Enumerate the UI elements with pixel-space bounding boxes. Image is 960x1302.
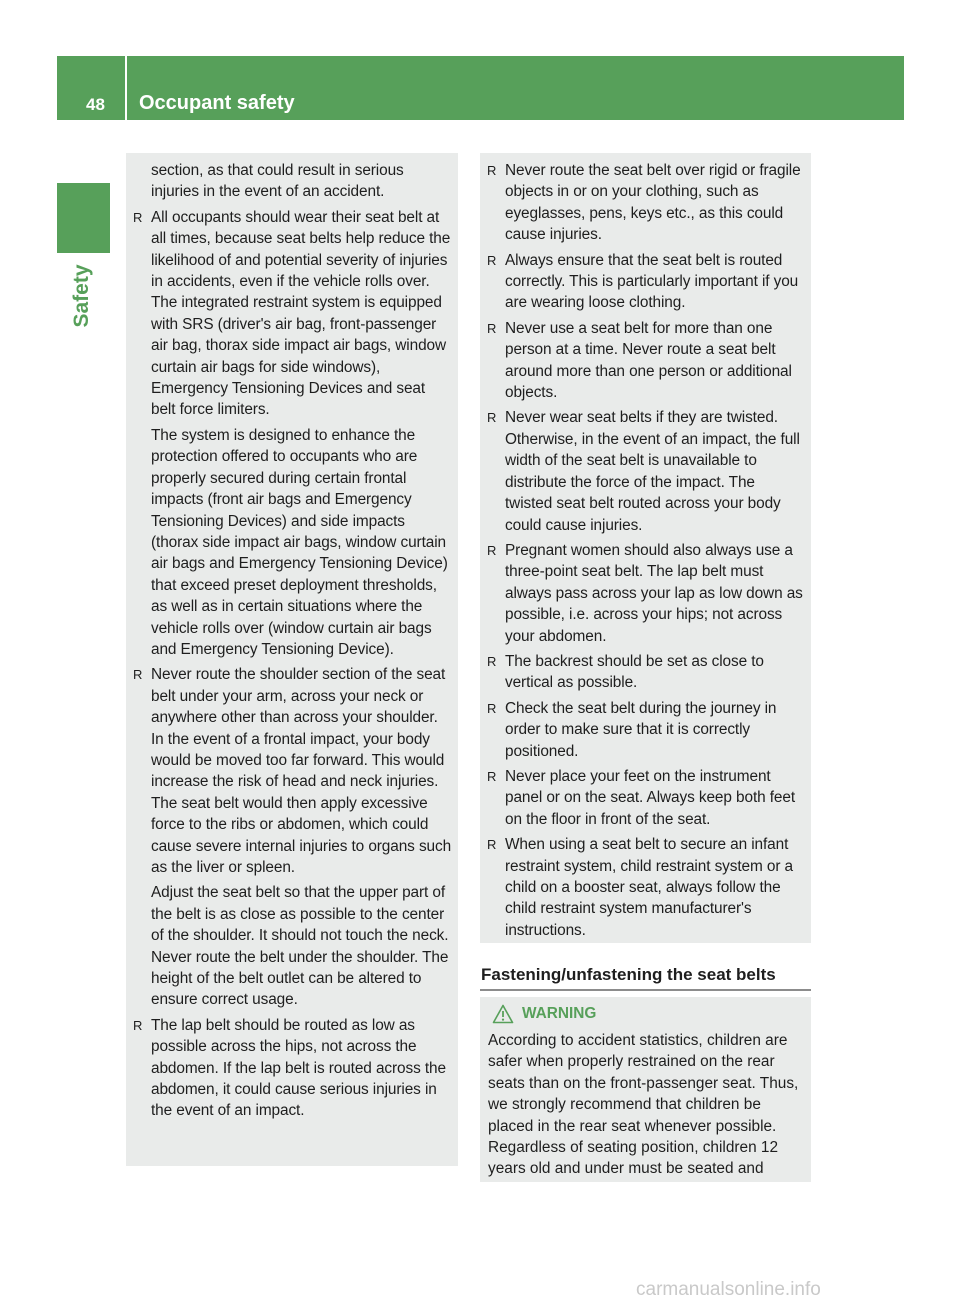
warning-box	[480, 997, 811, 1182]
list-item-text: All occupants should wear their seat belt at all times, because seat belts help reduce the likelihood of and potential severity of injuries in accidents, even if the vehicle rolls over. The integrated restraint system is equipped with SRS (driver's air bag, front-passenger air bag, thorax side impact air bags, window curtain air bags for side windows), Emergency Tensioning Devices and seat belt force limiters.	[151, 208, 451, 419]
section-tab-marker	[57, 183, 110, 253]
list-item-text: Never wear seat belts if they are twisted. Otherwise, in the event of an impact, the full width of the seat belt is unavailable to distribute the force of the impact. The twisted seat belt routed across your body could cause injuries.	[505, 409, 800, 534]
bullet-icon: R	[487, 320, 497, 336]
bullet-icon: R	[133, 1017, 143, 1033]
page-number: 48	[86, 95, 105, 114]
bullet-icon: R	[487, 542, 497, 558]
bullet-icon: R	[487, 653, 497, 669]
watermark: carmanualsonline.info	[636, 1279, 821, 1300]
list-item-text: Never route the seat belt over rigid or fragile objects in or on your clothing, such as eyeglasses, pens, keys etc., as this could cause injuries.	[505, 162, 801, 244]
list-item	[133, 1015, 452, 1122]
list-item-text: Pregnant women should also always use a three-point seat belt. The lap belt must always pass across your lap as low down as possible, i.e. across your hips; not across your abdomen.	[505, 541, 803, 645]
bullet-icon: R	[133, 667, 143, 683]
right-column-panel	[480, 153, 811, 943]
list-item	[487, 250, 806, 314]
list-item-text: The lap belt should be routed as low as possible across the hips, not across the abdomen. If the lap belt is routed across the abdomen, it could cause serious injuries in the event of an impact.	[151, 1016, 446, 1120]
bullet-icon: R	[487, 252, 497, 268]
bullet-icon: R	[487, 163, 497, 178]
list-item-text: Always ensure that the seat belt is routed correctly. This is particularly important if you are wearing loose clothing.	[505, 251, 799, 312]
section-heading: Fastening/unfastening the seat belts	[481, 965, 776, 984]
list-item	[133, 664, 452, 878]
warning-triangle-icon	[492, 1004, 514, 1024]
bullet-icon: R	[487, 410, 497, 426]
bullet-icon: R	[487, 837, 497, 853]
list-item	[487, 698, 806, 762]
list-item	[487, 318, 806, 404]
bullet-icon: R	[487, 768, 497, 784]
list-item-text: The backrest should be set as close to vertical as possible.	[505, 652, 764, 692]
warning-header	[488, 1004, 805, 1024]
list-item-text: Never use a seat belt for more than one person at a time. Never route a seat belt around more than one person or additional objects.	[505, 319, 792, 402]
heading-underline	[480, 989, 811, 991]
intro-paragraph: section, as that could result in serious injuries in the event of an accident.	[151, 162, 404, 201]
list-item	[133, 207, 452, 421]
list-item-continuation: The system is designed to enhance the protection offered to occupants who are properly secured during certain frontal impacts (front air bags and Emergency Tensioning Devices) and side impacts (thorax side impact air bags, window curtain air bags and Emergency Tensioning Device) that exceed preset deployment thresholds, as well as in certain situations where the vehicle rolls over (window curtain air bags and Emergency Tensioning Device).	[151, 426, 448, 658]
list-item	[487, 834, 806, 941]
list-item	[487, 160, 806, 246]
left-column-panel	[126, 153, 458, 1166]
list-item	[487, 540, 806, 647]
warning-title: WARNING	[522, 1005, 597, 1022]
header-divider	[125, 56, 127, 120]
list-item	[487, 651, 806, 694]
list-item-text: Never place your feet on the instrument panel or on the seat. Always keep both feet on the floor in front of the seat.	[505, 767, 796, 828]
list-item	[487, 407, 806, 535]
bullet-icon: R	[487, 700, 497, 716]
list-item-text: Check the seat belt during the journey in order to make sure that it is correctly positioned.	[505, 699, 777, 760]
bullet-icon: R	[133, 209, 143, 225]
section-tab-label: Safety	[70, 264, 93, 328]
list-item-continuation: Adjust the seat belt so that the upper part of the belt is as close as possible to the center of the shoulder. It should not touch the neck. Never route the belt under the shoulder. The height of the belt outlet can be altered to ensure correct usage.	[151, 884, 449, 1009]
list-item	[487, 766, 806, 830]
list-item-text: When using a seat belt to secure an infant restraint system, child restraint system or a child on a booster seat, always follow the child restraint system manufacturer's instructions.	[505, 836, 794, 939]
warning-text: According to accident statistics, children are safer when properly restrained on the rear seats than on the front-passenger seat. Thus, we strongly recommend that children be placed in the rear seat whenever possible. Regardless of seating position, children 12 years old and under must be seated and	[488, 1032, 799, 1178]
page-title: Occupant safety	[139, 92, 295, 114]
list-item-text: Never route the shoulder section of the seat belt under your arm, across your neck or anywhere other than across your shoulder. In the event of a frontal impact, your body would be moved too far forward. This would increase the risk of head and neck injuries. The seat belt would then apply excessive force to the ribs or abdomen, which could cause severe internal injuries to organs such as the liver or spleen.	[151, 666, 452, 876]
